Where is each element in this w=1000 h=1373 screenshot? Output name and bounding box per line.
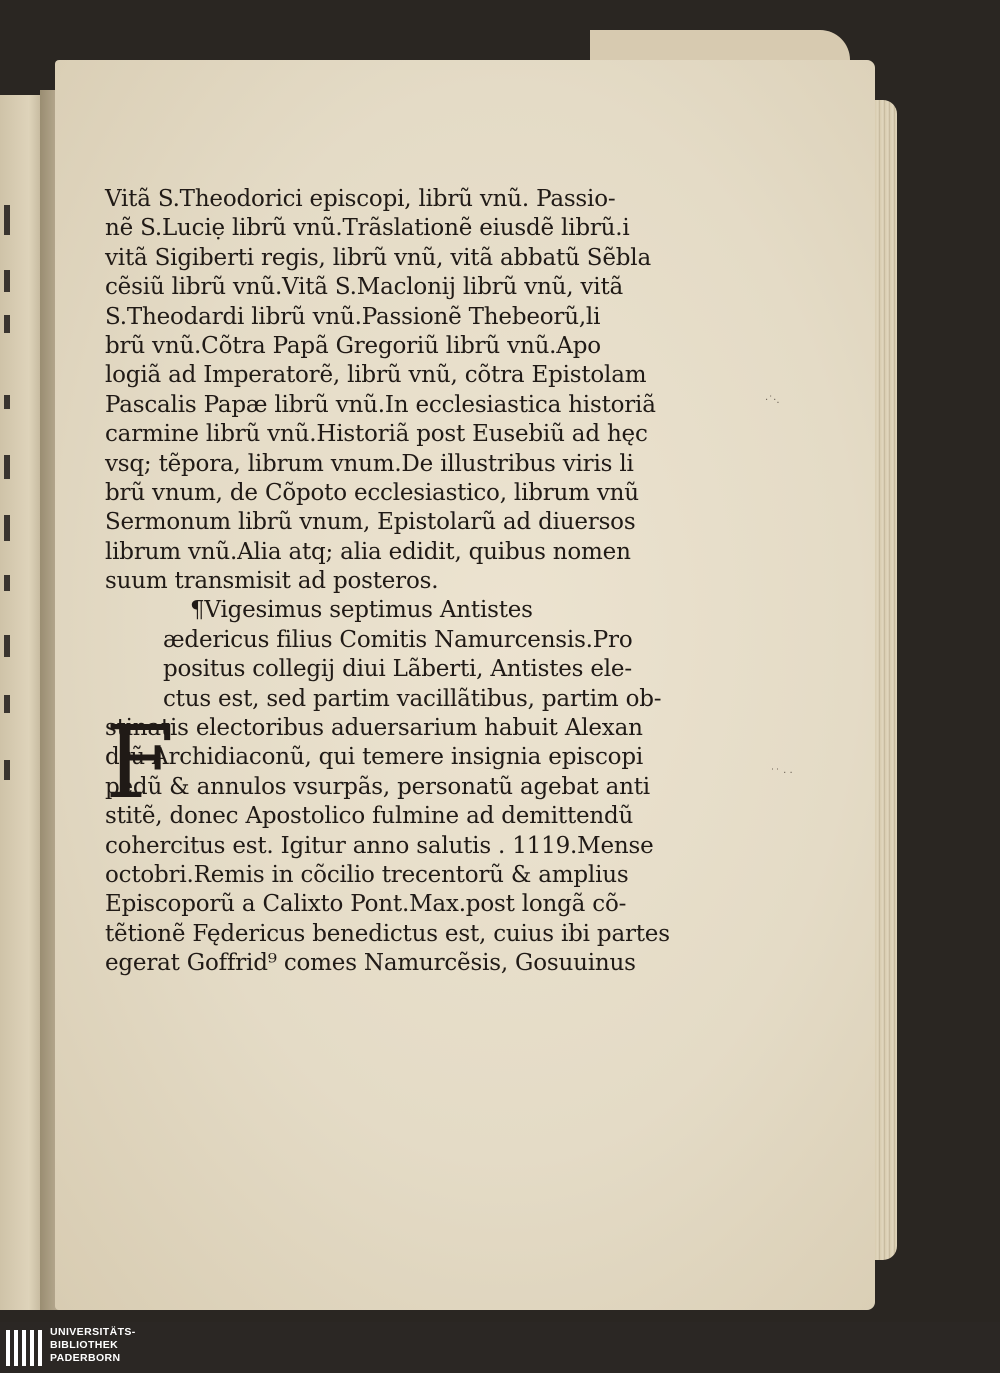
text-line: stitẽ, donec Apostolico fulmine ad demittendũ xyxy=(105,803,634,830)
text-line: Sermonum librũ vnum, Epistolarũ ad diuersos xyxy=(105,509,636,536)
text-line: nẽ S.Luciẹ librũ vnũ.Trãslationẽ eiusdẽ librũ.i xyxy=(105,215,630,242)
text-line: librum vnũ.Alia atq; alia edidit, quibus nomen xyxy=(105,538,631,565)
text-line: carmine librũ vnũ.Historiã post Eusebiũ ad hęc xyxy=(105,421,648,448)
drop-cap-initial: F xyxy=(105,704,175,821)
text-line: brũ vnum, de Cõpoto ecclesiastico, librum vnũ xyxy=(105,479,639,506)
text-line: pedũ & annulos vsurpãs, personatũ agebat anti xyxy=(105,773,650,800)
logo-line: BIBLIOTHEK xyxy=(50,1339,119,1351)
text-line: vsq; tẽpora, librum vnum.De illustribus viris li xyxy=(105,450,634,477)
text-line: vitã Sigiberti regis, librũ vnũ, vitã abbatũ Sẽbla xyxy=(105,244,651,271)
text-line: logiã ad Imperatorẽ, librũ vnũ, cõtra Epistolam xyxy=(105,362,647,389)
text-line: Pascalis Papæ librũ vnũ.In ecclesiastica historiã xyxy=(105,391,656,418)
text-line: suum transmisit ad posteros. xyxy=(105,568,439,595)
library-logo-text xyxy=(50,1326,136,1365)
text-line: cẽsiũ librũ vnũ.Vitã S.Maclonij librũ vnũ, vitã xyxy=(105,274,623,301)
library-logo-icon xyxy=(6,1330,44,1366)
library-footer xyxy=(0,1322,1000,1373)
text-line: drũ Archidiaconũ, qui temere insignia episcopi xyxy=(105,744,644,771)
text-line: Episcoporũ a Calixto Pont.Max.post longã cõ- xyxy=(105,891,627,918)
logo-line: UNIVERSITÄTS- xyxy=(50,1326,136,1338)
page-stain: ˙˙ · · xyxy=(770,768,793,779)
page-text xyxy=(105,185,705,979)
text-line: S.Theodardi librũ vnũ.Passionẽ Thebeorũ,li xyxy=(105,303,601,330)
logo-line: PADERBORN xyxy=(50,1352,121,1364)
text-line: stinatis electoribus aduersarium habuit Alexan xyxy=(105,715,643,742)
text-line: ædericus filius Comitis Namurcensis.Pro xyxy=(163,626,633,653)
text-line: tẽtionẽ Fędericus benedictus est, cuius ibi partes xyxy=(105,920,670,947)
text-line: cohercitus est. Igitur anno salutis . 1119.Mense xyxy=(105,832,654,859)
section-heading: ¶Vigesimus septimus Antistes xyxy=(190,597,533,624)
text-line: egerat Goffrid⁹ comes Namurcẽsis, Gosuuinus xyxy=(105,950,636,977)
text-line: positus collegij diui Lãberti, Antistes ele- xyxy=(163,656,632,683)
text-line: Vitã S.Theodorici episcopi, librũ vnũ. Passio- xyxy=(105,186,616,212)
text-line: octobri.Remis in cõcilio trecentorũ & amplius xyxy=(105,861,629,888)
text-line: ctus est, sed partim vacillãtibus, partim ob- xyxy=(163,685,662,712)
page-stain: ·˙·. xyxy=(765,395,780,406)
text-line: brũ vnũ.Cõtra Papã Gregoriũ librũ vnũ.Apo xyxy=(105,332,601,359)
